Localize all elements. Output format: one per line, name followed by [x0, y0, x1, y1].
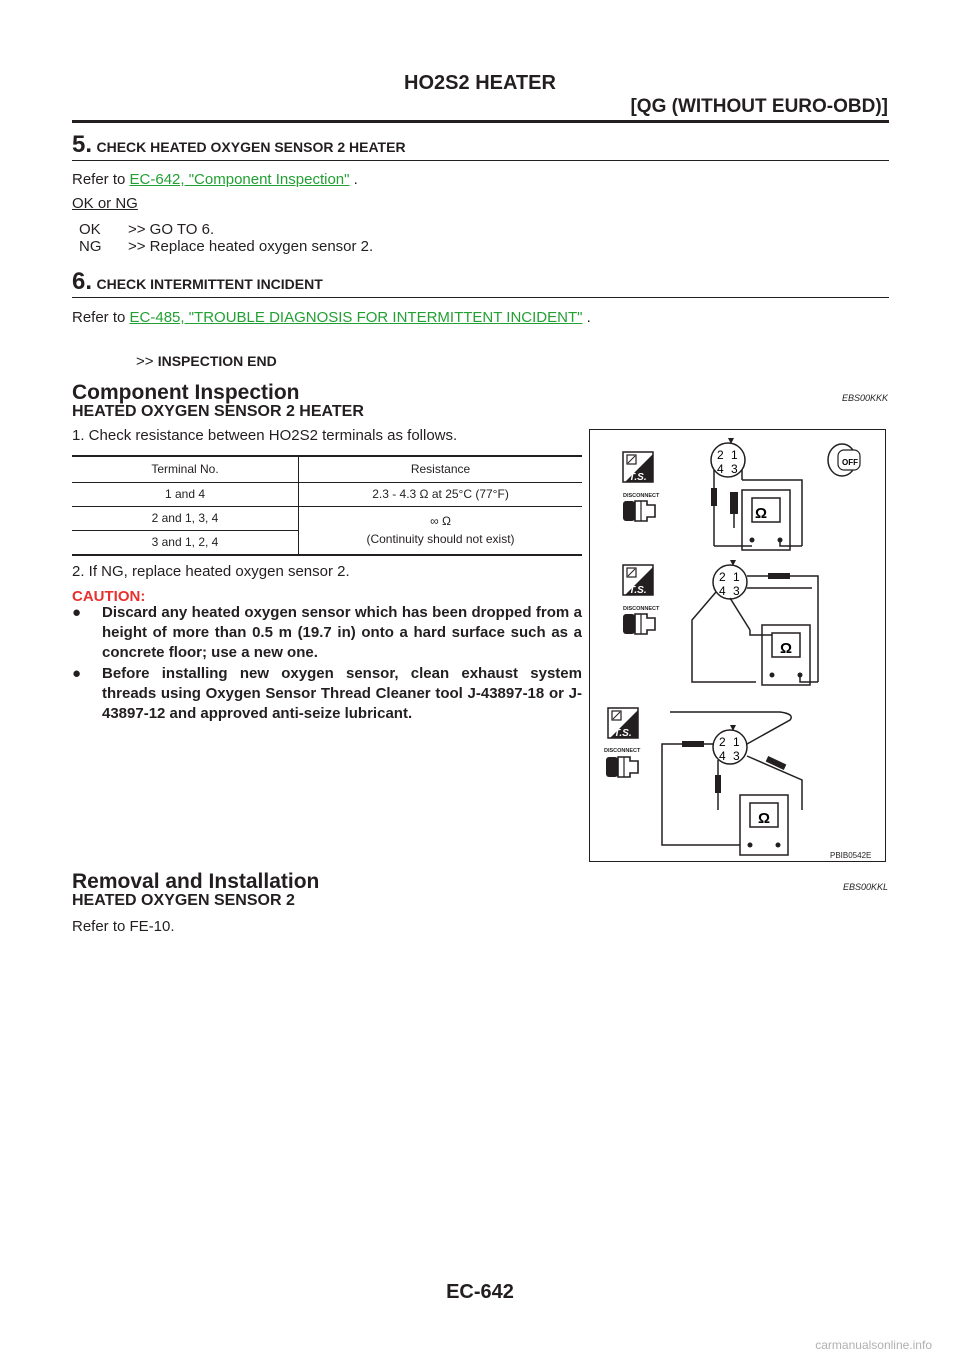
page-header-title: HO2S2 HEATER — [404, 72, 556, 94]
step5-rule — [72, 160, 889, 161]
step5-link[interactable]: EC-642, "Component Inspection" — [129, 171, 350, 188]
step5-refer-suffix: . — [349, 171, 358, 188]
step6-link[interactable]: EC-485, "TROUBLE DIAGNOSIS FOR INTERMITTENT INCIDENT" — [129, 309, 583, 326]
terminal-cell: 2 and 1, 3, 4 — [72, 506, 299, 530]
watermark: carmanualsonline.info — [815, 1338, 932, 1352]
page-header-subtitle: [QG (WITHOUT EURO-OBD)] — [630, 96, 888, 117]
pin-label: 1 — [731, 448, 738, 462]
bullet-icon: ● — [72, 604, 82, 621]
pin-label: 1 — [733, 735, 740, 749]
step5-ng-text: >> Replace heated oxygen sensor 2. — [128, 238, 374, 255]
step6-refer-suffix: . — [582, 309, 591, 326]
step6-end-text: INSPECTION END — [157, 353, 277, 369]
header-rule — [72, 120, 889, 123]
removal-subtitle: HEATED OXYGEN SENSOR 2 — [72, 892, 295, 909]
component-subtitle: HEATED OXYGEN SENSOR 2 HEATER — [72, 403, 364, 420]
caution-item — [72, 603, 582, 663]
removal-text: Refer to FE-10. — [72, 918, 175, 935]
removal-code: EBS00KKL — [842, 882, 888, 892]
pin-label: 2 — [719, 735, 726, 749]
figure-panel-1 — [623, 438, 860, 550]
table-row — [72, 482, 582, 506]
disconnect-label: DISCONNECT — [604, 748, 641, 754]
ts-label: T.S. — [629, 585, 647, 596]
resistance-cell-merged — [299, 506, 583, 554]
pin-label: 3 — [731, 462, 738, 476]
step6-rule — [72, 297, 889, 298]
table-row — [72, 506, 582, 530]
component-step2: 2. If NG, replace heated oxygen sensor 2. — [72, 563, 350, 580]
step5-ok-or-ng: OK or NG — [72, 195, 138, 212]
caution-text: Discard any heated oxygen sensor which has been dropped from a height of more than 0.5 m (19.7 in) onto a hard surface such as a concrete floor; use a new one. — [102, 604, 582, 661]
step6-refer — [72, 309, 591, 326]
pin-label: 3 — [733, 584, 740, 598]
pin-label: 2 — [719, 570, 726, 584]
step5-ok-label: OK — [79, 221, 101, 238]
step5-title: CHECK HEATED OXYGEN SENSOR 2 HEATER — [96, 139, 406, 155]
step5-refer — [72, 171, 358, 188]
table-header-row — [72, 457, 582, 482]
ohm-symbol: Ω — [754, 505, 768, 522]
terminal-cell: 1 and 4 — [72, 482, 299, 506]
disconnect-label: DISCONNECT — [623, 606, 660, 612]
step5-ok-text: >> GO TO 6. — [128, 221, 215, 238]
ignition-off-label: OFF — [842, 458, 858, 467]
resistance-infinite: ∞ Ω — [430, 514, 451, 529]
ohm-symbol: Ω — [779, 640, 793, 657]
step6-end — [136, 353, 277, 370]
resistance-table — [72, 455, 582, 556]
pin-label: 2 — [717, 448, 724, 462]
pin-label: 4 — [717, 462, 724, 476]
pin-label: 1 — [733, 570, 740, 584]
pin-label: 4 — [719, 584, 726, 598]
ts-label: T.S. — [614, 728, 632, 739]
caution-text: Before installing new oxygen sensor, clean exhaust system threads using Oxygen Sensor Thread Cleaner tool J-43897-18 or J-43897-12 and approved anti-seize lubricant. — [102, 665, 582, 722]
step5-refer-prefix: Refer to — [72, 171, 130, 188]
step5-heading — [72, 131, 406, 159]
step6-number: 6. — [72, 268, 93, 295]
resistance-note: (Continuity should not exist) — [366, 532, 515, 547]
step6-end-arrows: >> — [136, 353, 154, 370]
caution-item — [72, 664, 582, 724]
terminal-cell: 3 and 1, 2, 4 — [72, 530, 299, 554]
figure-panel-3 — [604, 708, 802, 855]
ts-label: T.S. — [629, 472, 647, 483]
header-terminal: Terminal No. — [72, 457, 299, 482]
caution-label: CAUTION: — [72, 588, 146, 605]
removal-title: Removal and Installation — [72, 870, 320, 893]
inspection-diagram — [590, 430, 885, 861]
table-bottom-rule — [72, 554, 582, 556]
ohm-symbol: Ω — [757, 810, 771, 827]
resistance-cell: 2.3 - 4.3 Ω at 25°C (77°F) — [372, 487, 509, 501]
component-inspection-title: Component Inspection — [72, 381, 300, 404]
step5-ng-label: NG — [79, 238, 102, 255]
resistance-table-grid — [72, 457, 582, 554]
pin-label: 4 — [719, 749, 726, 763]
step5-number: 5. — [72, 131, 93, 158]
page-number: EC-642 — [446, 1281, 514, 1303]
disconnect-label: DISCONNECT — [623, 493, 660, 499]
step6-heading — [72, 268, 323, 296]
inspection-figure — [589, 429, 886, 862]
bullet-icon: ● — [72, 665, 82, 682]
figure-code: PBIB0542E — [830, 851, 872, 860]
figure-panel-2 — [623, 560, 818, 685]
component-step1: 1. Check resistance between HO2S2 terminals as follows. — [72, 427, 458, 444]
component-inspection-code: EBS00KKK — [841, 393, 888, 403]
header-resistance: Resistance — [410, 462, 471, 477]
pin-label: 3 — [733, 749, 740, 763]
step6-refer-prefix: Refer to — [72, 309, 130, 326]
step6-title: CHECK INTERMITTENT INCIDENT — [96, 276, 323, 292]
